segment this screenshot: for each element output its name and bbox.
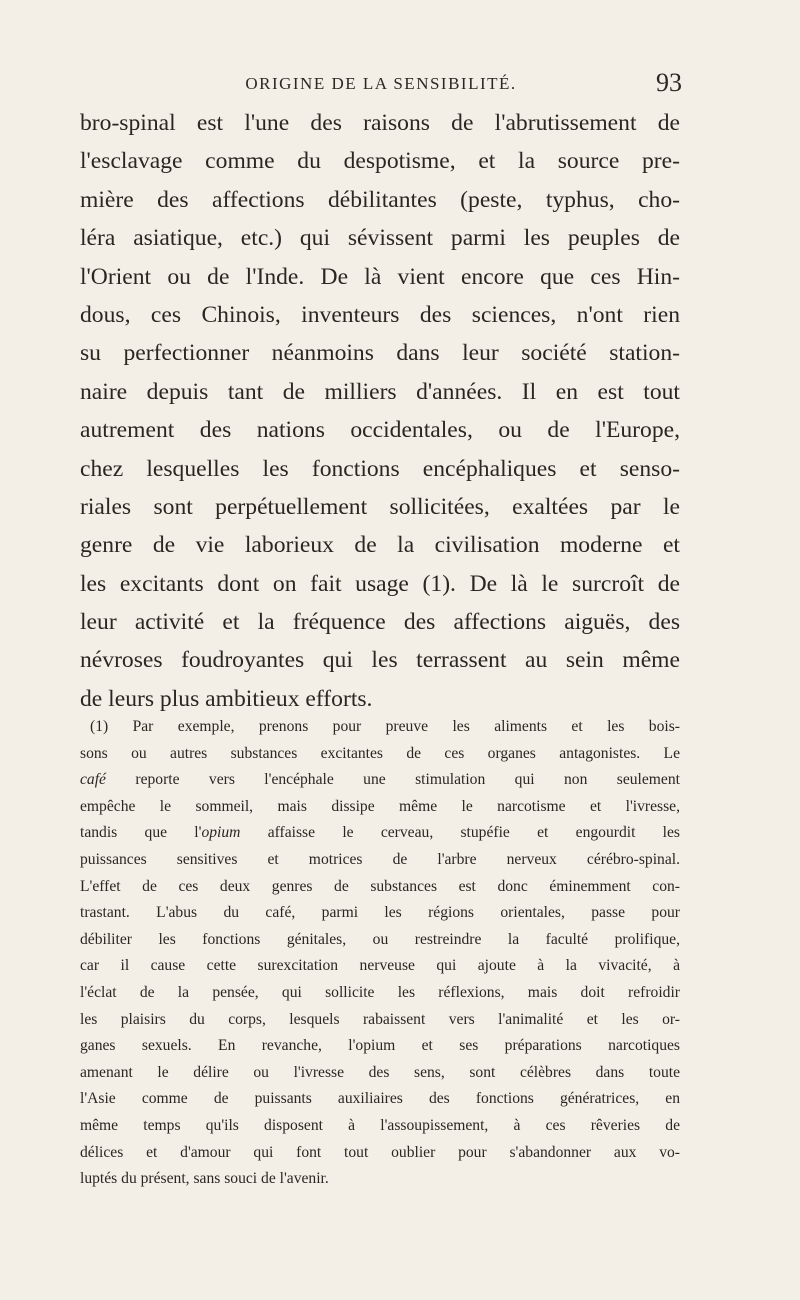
text-line: dous, ces Chinois, inventeurs des sciences, n'ont rien	[80, 301, 680, 328]
footnote-line: empêche le sommeil, mais dissipe même le narcotisme et l'ivresse,	[80, 797, 680, 815]
footnote-line: même temps qu'ils disposent à l'assoupissement, à ces rêveries de	[80, 1116, 680, 1134]
footnote-line: car il cause cette surexcitation nerveuse qui ajoute à la vivacité, à	[80, 957, 680, 975]
footnote-text: reporte vers l'encéphale une stimulation qui non seulement	[105, 771, 680, 789]
text-line: névroses foudroyantes qui les terrassent au sein même	[80, 647, 680, 674]
footnote-line: délices et d'amour qui font tout oublier pour s'abandonner aux vo-	[80, 1143, 680, 1161]
text-line: l'Orient ou de l'Inde. De là vient encore que ces Hin-	[80, 263, 680, 290]
main-text	[80, 104, 680, 718]
text-line: de leurs plus ambitieux efforts.	[80, 685, 373, 712]
page-header	[80, 68, 682, 104]
footnote-line: amenant le délire ou l'ivresse des sens, sont célèbres dans toute	[80, 1063, 680, 1081]
footnote-line	[80, 767, 680, 794]
text-line: chez lesquelles les fonctions encéphaliques et senso-	[80, 455, 680, 482]
text-line: l'esclavage comme du despotisme, et la source pre-	[80, 148, 680, 175]
page-number: 93	[656, 68, 682, 97]
text-line: bro-spinal est l'une des raisons de l'abrutissement de	[80, 110, 680, 136]
footnote-italic: opium	[201, 824, 241, 842]
text-line: leur activité et la fréquence des affections aiguës, des	[80, 609, 680, 636]
text-line: naire depuis tant de milliers d'années. Il en est tout	[80, 378, 680, 405]
footnote-line: ganes sexuels. En revanche, l'opium et ses préparations narcotiques	[80, 1037, 680, 1055]
footnote-line: l'Asie comme de puissants auxiliaires des fonctions génératrices, en	[80, 1090, 680, 1108]
footnote-line: (1) Par exemple, prenons pour preuve les aliments et les bois-	[90, 718, 680, 735]
text-line: genre de vie laborieux de la civilisation moderne et	[80, 532, 680, 559]
footnote-line: puissances sensitives et motrices de l'arbre nerveux cérébro-spinal.	[80, 850, 680, 868]
text-line: autrement des nations occidentales, ou de l'Europe,	[80, 417, 680, 444]
footnote-line: débiliter les fonctions génitales, ou restreindre la faculté prolifique,	[80, 930, 680, 948]
text-line: léra asiatique, etc.) qui sévissent parmi les peuples de	[80, 225, 680, 252]
footnote-line: trastant. L'abus du café, parmi les régions orientales, passe pour	[80, 904, 680, 922]
footnote-line: L'effet de ces deux genres de substances est donc éminemment con-	[80, 877, 680, 895]
running-title: ORIGINE DE LA SENSIBILITÉ.	[245, 74, 517, 93]
footnote-line: l'éclat de la pensée, qui sollicite les réflexions, mais doit refroidir	[80, 983, 680, 1001]
text-line: su perfectionner néanmoins dans leur société station-	[80, 340, 680, 367]
text-line: les excitants dont on fait usage (1). De là le surcroît de	[80, 570, 680, 597]
footnote	[80, 714, 680, 1193]
text-line: mière des affections débilitantes (peste, typhus, cho-	[80, 186, 680, 213]
footnote-text: tandis que l'	[80, 824, 202, 842]
footnote-italic: café	[80, 771, 106, 789]
footnote-line: les plaisirs du corps, lesquels rabaissent vers l'animalité et les or-	[80, 1010, 680, 1028]
text-line: riales sont perpétuellement sollicitées, exaltées par le	[80, 493, 680, 520]
footnote-line: sons ou autres substances excitantes de ces organes antagonistes. Le	[80, 744, 680, 762]
footnote-line	[80, 820, 680, 847]
footnote-text: affaisse le cerveau, stupéfie et engourdit les	[240, 824, 681, 842]
footnote-line: luptés du présent, sans souci de l'avenir.	[80, 1170, 329, 1188]
